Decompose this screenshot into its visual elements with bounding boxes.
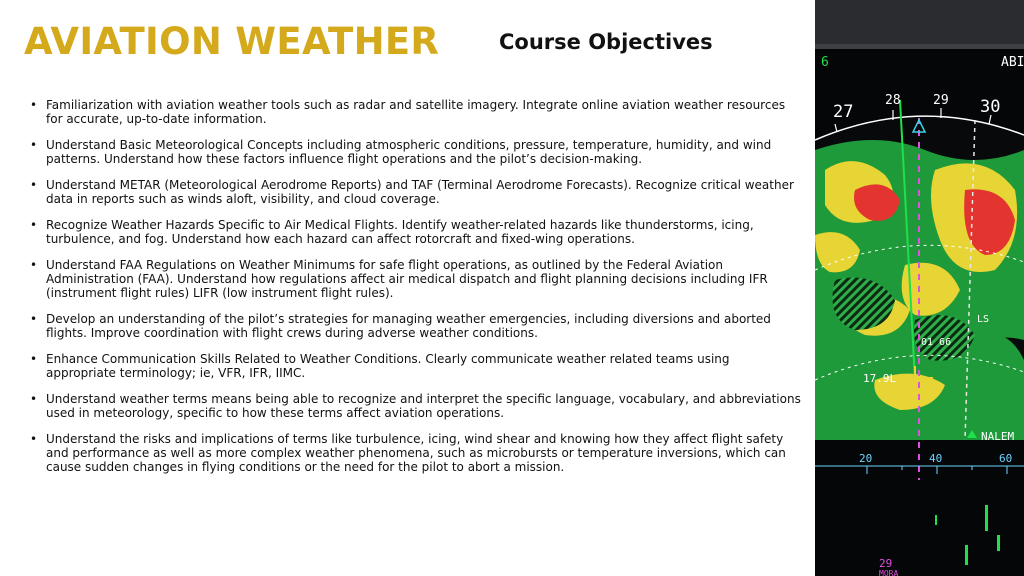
list-item: [28, 352, 803, 380]
list-item: [28, 138, 803, 166]
bullet-icon: •: [30, 218, 38, 232]
bullet-icon: •: [30, 432, 38, 446]
bezel-edge: [815, 44, 1024, 49]
section-subtitle: Course Objectives: [499, 30, 713, 54]
list-item: [28, 312, 803, 340]
bullet-icon: •: [30, 258, 38, 272]
objectives-list: [28, 98, 803, 486]
bottom-sub-label: MORA: [879, 569, 899, 576]
list-item: [28, 432, 803, 474]
scale-label: 20: [859, 452, 873, 465]
bottom-label: 29: [879, 557, 893, 570]
bullet-icon: •: [30, 178, 38, 192]
scale-label: 40: [929, 452, 943, 465]
heading-label: 27: [833, 102, 854, 122]
bullet-icon: •: [30, 392, 38, 406]
bullet-icon: •: [30, 138, 38, 152]
bezel-top: [815, 0, 1024, 48]
objective-text: Understand FAA Regulations on Weather Minimums for safe flight operations, as outlined by the Federal Aviation Administration (FAA). Understand how regulations affect air medical dispatch and flight planning decisions including IFR (instrument flight rules) LIFR (low instrument flight rules).: [46, 258, 768, 300]
weather-radar-image: [815, 0, 1024, 576]
track-label: 17.9L: [863, 372, 897, 385]
bullet-icon: •: [30, 312, 38, 326]
objective-text: Understand Basic Meteorological Concepts including atmospheric conditions, pressure, temperature, humidity, and wind patterns. Understand how these factors influence flight operations and the pilot’s decision-making.: [46, 138, 772, 166]
list-item: [28, 178, 803, 206]
objective-text: Recognize Weather Hazards Specific to Air Medical Flights. Identify weather-related hazards like thunderstorms, icing, turbulence, and fog. Understand how each hazard can affect rotorcraft and fixed-wing operations.: [46, 218, 754, 246]
bullet-icon: •: [30, 98, 38, 112]
corner-left-label: 6: [821, 55, 829, 70]
bullet-icon: •: [30, 352, 38, 366]
corner-right-label: ABI: [1001, 55, 1024, 70]
objective-text: Familiarization with aviation weather tools such as radar and satellite imagery. Integrate online aviation weather resources for accurate, up-to-date information.: [46, 98, 786, 126]
objective-text: Understand weather terms means being able to recognize and interpret the specific language, vocabulary, and abbreviations used in meteorology, specific to how these terms affect aviation operations.: [46, 392, 801, 420]
objective-text: Understand the risks and implications of terms like turbulence, icing, wind shear and knowing how they affect flight safety and performance as well as more complex weather phenomena, such as microbursts or temperature inversions, which can cause sudden changes in flying conditions or the need for the pilot to abort a mission.: [46, 432, 786, 474]
scale-ticks: [867, 466, 1007, 474]
heading-label: 29: [933, 93, 949, 108]
scale-label: 60: [999, 452, 1013, 465]
radar-display-svg: [815, 0, 1024, 576]
range-label: 01 66: [921, 337, 952, 348]
heading-label: 28: [885, 93, 901, 108]
terrain-bars: [935, 505, 1000, 565]
page-title: AVIATION WEATHER: [24, 20, 440, 63]
ls-label: LS: [977, 314, 990, 325]
list-item: [28, 258, 803, 300]
objective-text: Enhance Communication Skills Related to Weather Conditions. Clearly communicate weather related teams using appropriate terminology; ie, VFR, IFR, IIMC.: [46, 352, 730, 380]
objective-text: Develop an understanding of the pilot’s strategies for managing weather emergencies, including diversions and aborted flights. Improve coordination with flight crews during adverse weather conditions.: [46, 312, 771, 340]
objective-text: Understand METAR (Meteorological Aerodrome Reports) and TAF (Terminal Aerodrome Forecasts). Recognize critical weather data in reports such as winds aloft, visibility, and cloud coverage.: [46, 178, 794, 206]
list-item: [28, 218, 803, 246]
heading-label: 30: [980, 97, 1001, 117]
list-item: [28, 98, 803, 126]
list-item: [28, 392, 803, 420]
waypoint-label: NALEM: [981, 430, 1015, 443]
